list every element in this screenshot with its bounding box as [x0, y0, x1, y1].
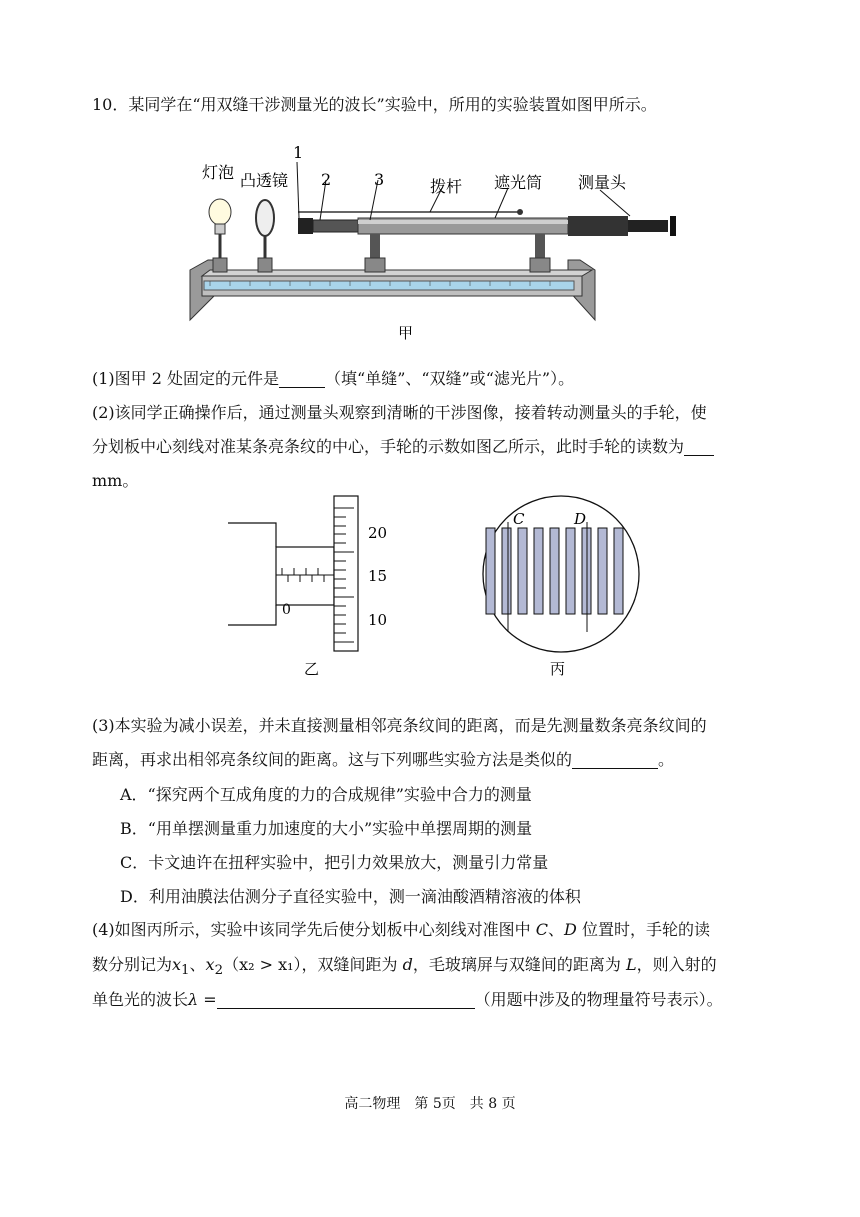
part-1: (1)图甲 2 处固定的元件是 （填“单缝”、“双缝”或“滤光片”）。 — [92, 369, 575, 388]
answer-blank-4[interactable] — [217, 990, 475, 1009]
label-D: D — [574, 510, 587, 528]
part-4-line3: 单色光的波长λ = （用题中涉及的物理量符号表示）。 — [92, 990, 723, 1009]
option-a: A．“探究两个互成角度的力的合成规律”实验中合力的测量 — [120, 785, 532, 804]
answer-blank-3[interactable] — [572, 750, 658, 769]
convex-lens-icon — [256, 200, 274, 272]
figure-yi-micrometer — [222, 490, 422, 680]
tick-0: 0 — [282, 602, 291, 618]
option-b: B．“用单摆测量重力加速度的大小”实验中单摆周期的测量 — [120, 819, 533, 838]
label-lens: 凸透镜 — [240, 171, 289, 190]
tick-10: 10 — [368, 611, 388, 629]
label-lever: 拨杆 — [430, 177, 463, 196]
option-d: D．利用油膜法估测分子直径实验中，测一滴油酸酒精溶液的体积 — [120, 887, 581, 906]
answer-blank-2[interactable] — [684, 437, 714, 456]
option-c: C．卡文迪许在扭秤实验中，把引力效果放大，测量引力常量 — [120, 853, 549, 872]
tick-20: 20 — [368, 524, 388, 542]
part-2-line3: mm。 — [92, 471, 139, 490]
question-stem: 10．某同学在“用双缝干涉测量光的波长”实验中，所用的实验装置如图甲所示。 — [92, 95, 657, 114]
part-3-line1: (3)本实验为减小误差，并未直接测量相邻亮条纹间的距离，而是先测量数条亮条纹间的 — [92, 716, 707, 735]
label-tube: 遮光筒 — [494, 173, 543, 192]
label-1: 1 — [293, 143, 304, 162]
label-head: 测量头 — [578, 173, 627, 192]
part-4-line2: 数分别记为$x_1$、$x_2(x_2 > x_1)$，双缝间距为 d，毛玻璃屏与双缝间的距离为 L，则入射的 — [92, 955, 717, 979]
caption-jia: 甲 — [398, 324, 414, 342]
tick-15: 15 — [368, 567, 388, 585]
part-2-line1: (2)该同学正确操作后，通过测量头观察到清晰的干涉图像，接着转动测量头的手轮，使 — [92, 403, 707, 422]
label-3: 3 — [374, 170, 385, 189]
light-shield-tube — [298, 209, 676, 272]
figure-bing-fringes — [462, 490, 662, 680]
label-bulb: 灯泡 — [202, 163, 235, 182]
answer-blank-1[interactable] — [279, 369, 325, 388]
caption-bing: 丙 — [550, 660, 566, 678]
label-2: 2 — [321, 170, 332, 189]
label-C: C — [513, 510, 525, 528]
caption-yi: 乙 — [304, 660, 320, 678]
part-3-line2: 距离，再求出相邻亮条纹间的距离。这与下列哪些实验方法是类似的 。 — [92, 750, 675, 769]
page-footer: 高二物理 第 5页 共 8 页 — [344, 1096, 516, 1112]
part-4-line1: (4)如图丙所示，实验中该同学先后使分划板中心刻线对准图中 C、D 位置时，手轮的读 — [92, 920, 710, 939]
part-2-line2: 分划板中心刻线对准某条亮条纹的中心，手轮的示数如图乙所示，此时手轮的读数为 — [92, 432, 782, 462]
figure-jia-apparatus — [180, 140, 680, 345]
